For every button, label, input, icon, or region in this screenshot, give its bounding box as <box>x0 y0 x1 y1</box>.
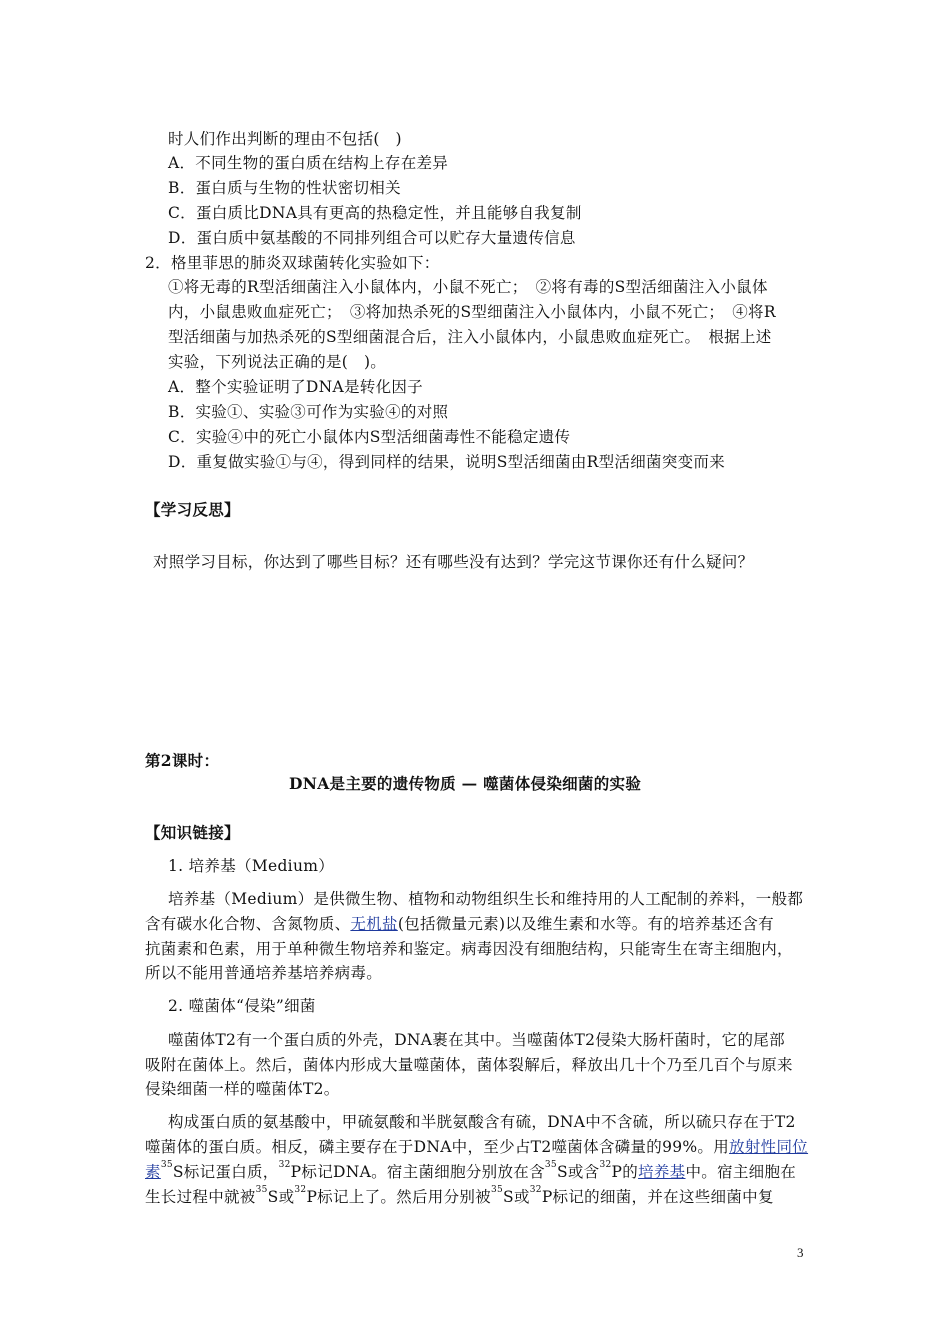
q2-option-a: A．整个实验证明了DNA是转化因子 <box>168 378 423 396</box>
link-medium[interactable]: 培养基 <box>638 1163 686 1181</box>
q2-option-b: B．实验①、实验③可作为实验④的对照 <box>168 403 449 421</box>
paragraph3-line: 构成蛋白质的氨基酸中，甲硫氨酸和半胱氨酸含有硫，DNA中不含硫，所以硫只存在于T2 <box>168 1113 796 1131</box>
text-run: 生长过程中就被 <box>145 1188 256 1206</box>
text-run: P标记上了。然后用分别被 <box>306 1188 491 1206</box>
superscript: 32 <box>529 1185 542 1195</box>
text-run: 中。宿主细胞在 <box>685 1163 797 1181</box>
item1-title: 1. 培养基（Medium） <box>168 857 335 875</box>
superscript: 32 <box>294 1185 307 1195</box>
q2-option-c: C．实验④中的死亡小鼠体内S型活细菌毒性不能稳定遗传 <box>168 428 571 446</box>
q1-option-a: A．不同生物的蛋白质在结构上存在差异 <box>168 154 449 172</box>
superscript: 32 <box>278 1160 291 1170</box>
paragraph1-line: 所以不能用普通培养基培养病毒。 <box>145 964 383 982</box>
paragraph1-line: 培养基（Medium）是供微生物、植物和动物组织生长和维持用的人工配制的养料，一般都 <box>168 890 804 908</box>
q2-stem-line: 实验，下列说法正确的是( )。 <box>168 353 387 371</box>
link-radioisotope-cont[interactable]: 素 <box>145 1163 161 1181</box>
q1-option-d: D．蛋白质中氨基酸的不同排列组合可以贮存大量遗传信息 <box>168 229 576 247</box>
reflection-text: 对照学习目标，你达到了哪些目标？还有哪些没有达到？学完这节课你还有什么疑问？ <box>153 553 754 571</box>
item2-title: 2. 噬菌体“侵染”细菌 <box>168 997 316 1015</box>
paragraph2-line: 吸附在菌体上。然后，菌体内形成大量噬菌体，菌体裂解后，释放出几十个乃至几百个与原来 <box>145 1056 793 1074</box>
superscript: 32 <box>599 1160 612 1170</box>
text-run: P标记的细菌，并在这些细菌中复 <box>541 1188 774 1206</box>
page-number: 3 <box>797 1245 804 1260</box>
q2-option-d: D．重复做实验①与④，得到同样的结果，说明S型活细菌由R型活细菌突变而来 <box>168 453 726 471</box>
paragraph3-line <box>145 1162 796 1182</box>
q1-option-c: C．蛋白质比DNA具有更高的热稳定性，并且能够自我复制 <box>168 204 582 222</box>
superscript: 35 <box>490 1185 504 1195</box>
superscript: 35 <box>544 1160 557 1170</box>
lesson-label: 第2课时： <box>145 751 220 770</box>
text-run: P的 <box>611 1163 639 1181</box>
link-radioisotope[interactable]: 放射性同位 <box>729 1138 809 1156</box>
paragraph3-line <box>145 1187 774 1207</box>
text-run: (包括微量元素)以及维生素和水等。有的培养基还含有 <box>397 915 774 933</box>
q2-stem-line: 型活细菌与加热杀死的S型细菌混合后，注入小鼠体内，小鼠患败血症死亡。 根据上述 <box>168 328 772 346</box>
text-run: 含有碳水化合物、含氮物质、 <box>145 915 351 933</box>
link-inorganic-salt[interactable]: 无机盐 <box>350 915 398 933</box>
paragraph2-line: 侵染细菌一样的噬菌体T2。 <box>145 1080 340 1098</box>
paragraph3-line <box>145 1137 808 1157</box>
reflection-heading: 【学习反思】 <box>145 500 240 519</box>
paragraph2-line: 噬菌体T2有一个蛋白质的外壳，DNA裹在其中。当噬菌体T2侵染大肠杆菌时，它的尾部 <box>168 1031 785 1049</box>
q2-stem-line: ①将无毒的R型活细菌注入小鼠体内，小鼠不死亡； ②将有毒的S型活细菌注入小鼠体 <box>168 278 768 296</box>
lesson-title: DNA是主要的遗传物质 — 噬菌体侵染细菌的实验 <box>289 774 642 793</box>
superscript: 35 <box>160 1160 173 1170</box>
text-run: S或 <box>503 1188 530 1206</box>
text-run: S标记蛋白质， <box>172 1163 279 1181</box>
q2-stem-line: 内，小鼠患败血症死亡； ③将加热杀死的S型细菌注入小鼠体内，小鼠不死亡； ④将R <box>168 303 776 321</box>
paragraph1-line: 抗菌素和色素，用于单种微生物培养和鉴定。病毒因没有细胞结构，只能寄生在寄主细胞内， <box>145 940 793 958</box>
text-run: S或含 <box>556 1163 600 1181</box>
superscript: 35 <box>255 1185 268 1195</box>
q1-option-b: B．蛋白质与生物的性状密切相关 <box>168 179 401 197</box>
q1-stem-tail: 时人们作出判断的理由不包括( ) <box>168 130 402 148</box>
knowledge-heading: 【知识链接】 <box>145 823 240 842</box>
text-run: 噬菌体的蛋白质。相反，磷主要存在于DNA中，至少占T2噬菌体含磷量的99%。用 <box>145 1138 730 1156</box>
text-run: P标记DNA。宿主菌细胞分别放在含 <box>290 1163 545 1181</box>
paragraph1-line <box>145 914 774 934</box>
q2-title: 2．格里菲思的肺炎双球菌转化实验如下： <box>145 254 440 272</box>
text-run: S或 <box>267 1188 295 1206</box>
